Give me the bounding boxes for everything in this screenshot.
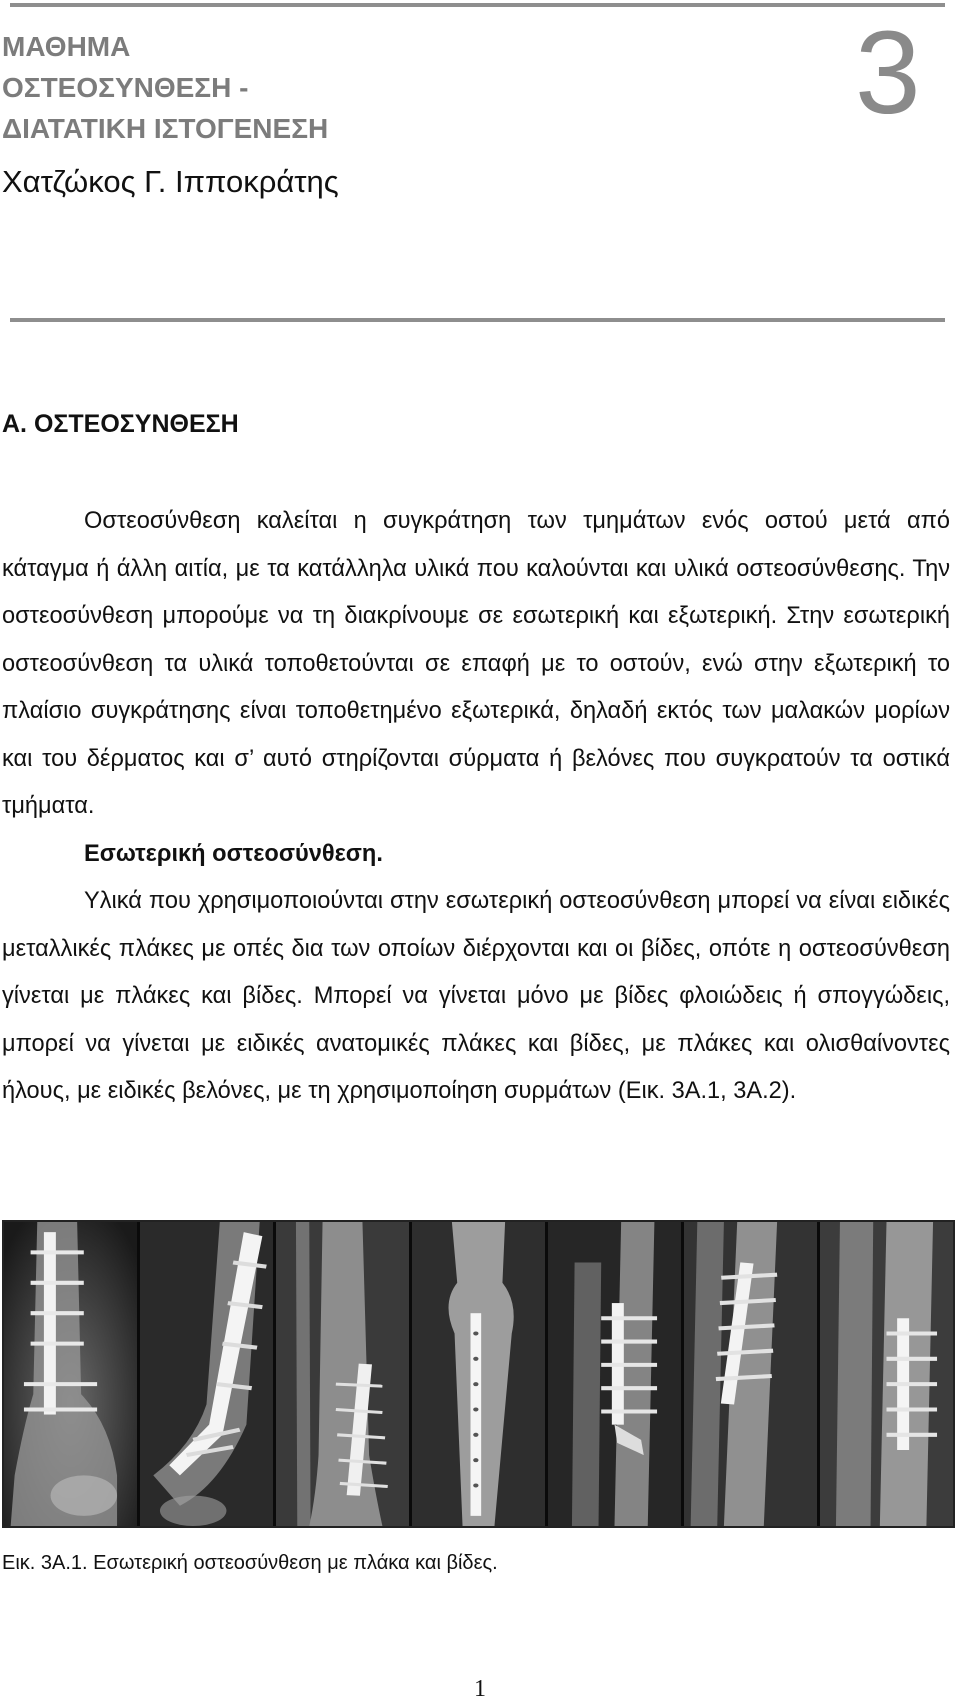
xray-image-4	[412, 1222, 545, 1526]
chapter-title	[2, 26, 422, 149]
chapter-title-line-2: ΟΣΤΕΟΣΥΝΘΕΣΗ -	[2, 72, 249, 103]
top-divider	[10, 3, 945, 7]
xray-image-2	[140, 1222, 273, 1526]
author-name: Χατζώκος Γ. Ιπποκράτης	[2, 164, 339, 199]
subsection-heading: Εσωτερική οστεοσύνθεση.	[84, 840, 383, 867]
chapter-title-line-1: ΜΑΘΗΜΑ	[2, 31, 131, 62]
xray-figure	[2, 1220, 955, 1528]
xray-image-5	[548, 1222, 681, 1526]
materials-paragraph: Υλικά που χρησιμοποιούνται στην εσωτερική οστεοσύνθεση μπορεί να είναι ειδικές μεταλλικές πλάκες με οπές δια των οποίων διέρχονται και οι βίδες, οπότε η οστεοσύνθεση γίνεται με πλάκες και βίδες. Μπορεί να γίνεται μόνο με βίδες φλοιώδεις ή σπογγώδεις, μπορεί να γίνεται με ειδικές ανατομικές πλάκες και βίδες, με πλάκες και ολισθαίνοντες ήλους, με ειδικές βελόνες, με τη χρησιμοποίηση συρμάτων (Εικ. 3Α.1, 3Α.2).	[2, 888, 950, 1104]
xray-image-1	[4, 1222, 137, 1526]
section-heading: Α. ΟΣΤΕΟΣΥΝΘΕΣΗ	[2, 410, 239, 438]
xray-image-3	[276, 1222, 409, 1526]
intro-paragraph: Οστεοσύνθεση καλείται η συγκράτηση των τμημάτων ενός οστού μετά από κάταγμα ή άλλη αιτία, με τα κατάλληλα υλικά που καλούνται και υλικά οστεοσύνθεσης. Την οστεοσύνθεση μπορούμε να τη διακρίνουμε σε εσωτερική και εξωτερική. Στην εσωτερική οστεοσύνθεση τα υλικά τοποθετούνται σε επαφή με το οστούν, ενώ στην εξωτερική το πλαίσιο συγκράτησης είναι τοποθετημένο εξωτερικά, δηλαδή εκτός των μαλακών μορίων και του δέρματος και σ’ αυτό στηρίζονται σύρματα ή βελόνες που συγκρατούν τα οστικά τμήματα.	[2, 508, 950, 819]
figure-caption: Εικ. 3Α.1. Εσωτερική οστεοσύνθεση με πλάκα και βίδες.	[2, 1552, 498, 1574]
xray-image-6	[684, 1222, 817, 1526]
xray-image-7	[820, 1222, 953, 1526]
chapter-number: 3	[855, 7, 921, 139]
header-divider	[10, 318, 945, 322]
page-number: 1	[474, 1676, 486, 1702]
chapter-title-line-3: ΔΙΑΤΑΤΙΚΗ ΙΣΤΟΓΕΝΕΣΗ	[2, 113, 329, 144]
body-text	[2, 498, 950, 1116]
